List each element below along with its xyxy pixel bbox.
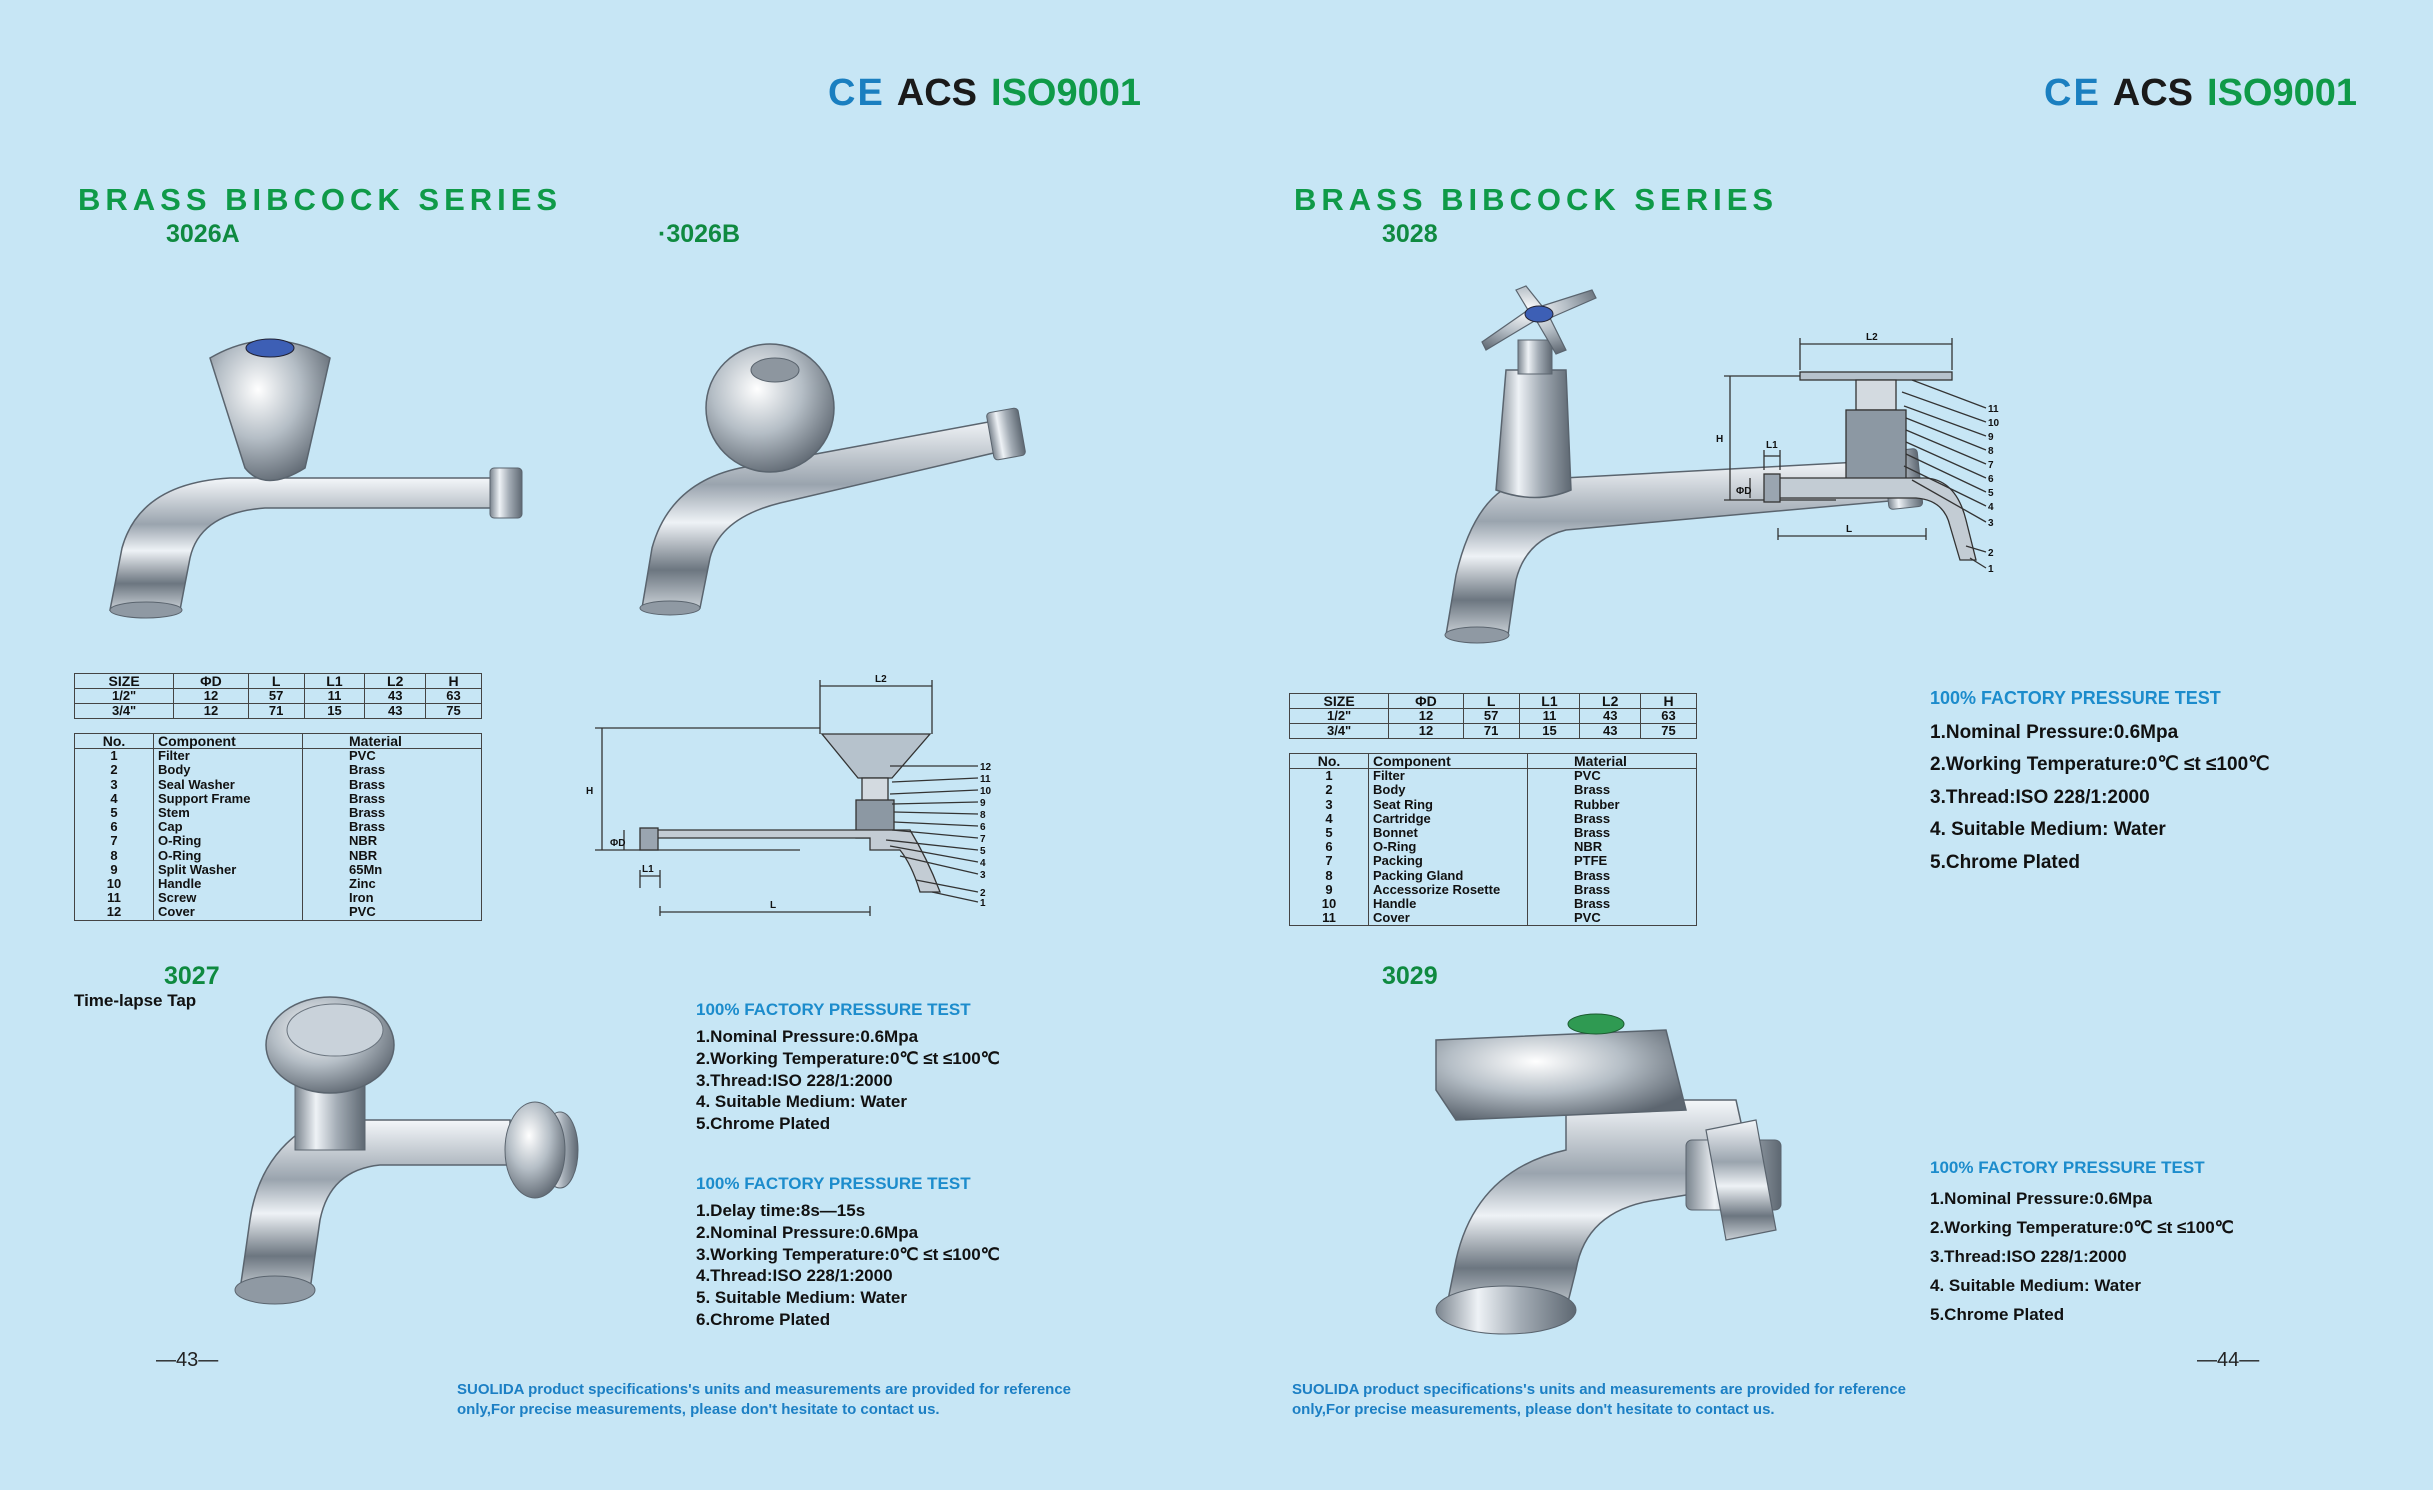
part-number: 8 [980, 810, 986, 821]
table-row [1290, 869, 1697, 883]
table-cell: 5 [1290, 826, 1369, 840]
table-cell: 71 [1463, 724, 1519, 739]
pressure-test-title: 100% FACTORY PRESSURE TEST [1930, 688, 2221, 708]
table-row [75, 778, 482, 792]
table-cell: Brass [349, 776, 386, 792]
dim-d: ΦD [610, 838, 626, 849]
table-row [75, 704, 482, 719]
table-row [1290, 783, 1697, 797]
dim-l: L [1846, 524, 1853, 535]
pressure-test-title: 100% FACTORY PRESSURE TEST [696, 1174, 971, 1193]
table-cell: 9 [75, 863, 154, 877]
component-header: Component [1369, 754, 1528, 769]
table-row [1290, 812, 1697, 826]
table-cell: 9 [1290, 883, 1369, 897]
iso-mark: ISO9001 [2207, 72, 2358, 114]
pressure-test-block-2 [1930, 1158, 2234, 1329]
part-number: 11 [1988, 404, 1999, 415]
table-cell: 75 [1641, 724, 1697, 739]
pressure-test-line: 3.Thread:ISO 228/1:2000 [1930, 1247, 2127, 1266]
part-number: 5 [1988, 488, 1994, 499]
table-cell: 12 [174, 689, 248, 704]
pressure-test-line: 2.Working Temperature:0℃ ≤t ≤100℃ [696, 1048, 1000, 1068]
series-title: BRASS BIBCOCK SERIES [78, 182, 563, 217]
h-header: H [426, 674, 482, 689]
table-cell: Brass [349, 790, 386, 806]
part-number: 4 [1988, 502, 1994, 513]
table-row [1290, 840, 1697, 854]
table-cell: 4 [75, 792, 154, 806]
part-number: 7 [1988, 460, 1994, 471]
table-cell: Brass [349, 819, 386, 835]
component-header: Component [154, 734, 303, 749]
pressure-test-line: 5. Suitable Medium: Water [696, 1288, 907, 1308]
table-cell: Handle [154, 877, 303, 891]
table-cell: Seat Ring [1369, 798, 1528, 812]
table-row [75, 877, 482, 891]
table-cell: 12 [174, 704, 248, 719]
table-row [75, 763, 482, 777]
table-cell: 6 [1290, 840, 1369, 854]
table-row [1290, 769, 1697, 784]
dim-l2: L2 [1866, 332, 1878, 343]
table-row [75, 905, 482, 920]
table-cell: 3/4" [1290, 724, 1389, 739]
faucet-3027-image [210, 990, 600, 1320]
pressure-test-line: 2.Working Temperature:0℃ ≤t ≤100℃ [1930, 1218, 2234, 1237]
table-cell: Accessorize Rosette [1369, 883, 1528, 897]
technical-drawing-3026a [580, 670, 1010, 920]
faucet-3029-image [1416, 1010, 1956, 1340]
pressure-test-line: 1.Nominal Pressure:0.6Mpa [1930, 1189, 2153, 1208]
l2-header: L2 [365, 674, 426, 689]
pressure-test-block-1 [696, 1000, 1000, 1135]
dim-l2: L2 [875, 674, 887, 685]
table-cell: 8 [75, 849, 154, 863]
table-cell: 63 [426, 689, 482, 704]
table-cell: 15 [1519, 724, 1580, 739]
part-number: 9 [1988, 432, 1994, 443]
component-table [1289, 753, 1697, 926]
dim-l1: L1 [642, 864, 654, 875]
part-number: 12 [980, 762, 992, 773]
table-cell: 7 [1290, 854, 1369, 868]
table-cell: O-Ring [1369, 840, 1528, 854]
pressure-test-line: 3.Working Temperature:0℃ ≤t ≤100℃ [696, 1244, 1000, 1264]
size-header: SIZE [1290, 694, 1389, 709]
disclaimer-line: only,For precise measurements, please don't hesitate to contact us. [1292, 1401, 1775, 1418]
table-row [75, 689, 482, 704]
dim-d: ΦD [1736, 486, 1752, 497]
table-cell: 7 [75, 834, 154, 848]
pressure-test-block-2 [696, 1174, 1000, 1331]
table-cell: Cover [1369, 911, 1528, 926]
h-header: H [1641, 694, 1697, 709]
table-cell: Brass [1574, 896, 1611, 912]
right-page [1216, 0, 2432, 1490]
pressure-test-block-1 [1930, 688, 2269, 879]
table-cell: PVC [349, 748, 376, 764]
table-cell: 43 [1580, 709, 1641, 724]
left-page [0, 0, 1216, 1490]
table-cell: 10 [75, 877, 154, 891]
table-row [75, 749, 482, 764]
table-row [1290, 883, 1697, 897]
table-cell: Cap [154, 820, 303, 834]
table-cell: Support Frame [154, 792, 303, 806]
table-cell: Cartridge [1369, 812, 1528, 826]
pressure-test-line: 2.Nominal Pressure:0.6Mpa [696, 1222, 919, 1242]
pressure-test-line: 5.Chrome Plated [696, 1114, 831, 1134]
ce-mark: CE [828, 72, 885, 114]
disclaimer [457, 1380, 1071, 1420]
table-cell: Brass [1574, 825, 1611, 841]
part-number: 2 [1988, 548, 1994, 559]
model-3029-label: 3029 [1382, 962, 1438, 990]
table-cell: PVC [1574, 768, 1601, 784]
table-cell: O-Ring [154, 849, 303, 863]
table-cell: Rubber [1574, 796, 1620, 812]
size-table [1289, 693, 1697, 739]
table-cell: 57 [248, 689, 304, 704]
time-lapse-tap-note: Time-lapse Tap [74, 991, 197, 1010]
table-cell: 4 [1290, 812, 1369, 826]
table-cell: Bonnet [1369, 826, 1528, 840]
pressure-test-line: 2.Working Temperature:0℃ ≤t ≤100℃ [1930, 754, 2270, 776]
table-cell: Packing Gland [1369, 869, 1528, 883]
table-cell: 11 [1519, 709, 1580, 724]
table-cell: Filter [154, 749, 303, 764]
table-row [1290, 854, 1697, 868]
table-cell: Handle [1369, 897, 1528, 911]
pressure-test-line: 3.Thread:ISO 228/1:2000 [1930, 786, 2150, 808]
table-cell: 1/2" [1290, 709, 1389, 724]
part-number: 3 [1988, 518, 1994, 529]
table-cell: 12 [1389, 724, 1463, 739]
table-cell: Iron [349, 890, 374, 906]
part-number: 10 [1988, 418, 2000, 429]
table-cell: 3 [75, 778, 154, 792]
table-cell: 3/4" [75, 704, 174, 719]
table-cell: Brass [349, 762, 386, 778]
model-3028-label: 3028 [1382, 220, 1438, 248]
table-cell: Split Washer [154, 863, 303, 877]
certification-logos [828, 72, 1141, 115]
pressure-test-line: 1.Delay time:8s—15s [696, 1201, 866, 1220]
d-header: ΦD [1389, 694, 1463, 709]
table-cell: 5 [75, 806, 154, 820]
table-cell: 1/2" [75, 689, 174, 704]
material-header: Material [1528, 754, 1697, 769]
l1-header: L1 [304, 674, 365, 689]
part-number: 4 [980, 858, 986, 869]
table-row [1290, 798, 1697, 812]
part-number: 1 [980, 898, 986, 909]
d-header: ΦD [174, 674, 248, 689]
table-cell: Body [154, 763, 303, 777]
component-table [74, 733, 482, 921]
part-number: 3 [980, 870, 986, 881]
faucet-3026a-image [80, 318, 530, 618]
table-cell: Screw [154, 891, 303, 905]
pressure-test-line: 6.Chrome Plated [696, 1309, 831, 1329]
table-cell: 43 [365, 704, 426, 719]
pressure-test-line: 5.Chrome Plated [1930, 1305, 2065, 1324]
l-header: L [1463, 694, 1519, 709]
pressure-test-line: 5.Chrome Plated [1930, 851, 2080, 873]
pressure-test-line: 4. Suitable Medium: Water [1930, 1276, 2141, 1295]
table-cell: 43 [1580, 724, 1641, 739]
acs-mark: ACS [896, 72, 978, 114]
table-cell: 43 [365, 689, 426, 704]
table-cell: 11 [1290, 911, 1369, 926]
pressure-test-title: 100% FACTORY PRESSURE TEST [696, 1000, 971, 1019]
model-3026a-label: 3026A [166, 220, 240, 248]
part-number: 1 [1988, 564, 1994, 575]
dim-h: H [1716, 434, 1724, 445]
table-cell: 1 [75, 749, 154, 764]
table-cell: 57 [1463, 709, 1519, 724]
part-number: 2 [980, 888, 986, 899]
part-number: 5 [980, 846, 986, 857]
faucet-3026b-image [620, 318, 1040, 618]
pressure-test-line: 1.Nominal Pressure:0.6Mpa [1930, 722, 2179, 743]
table-row [1290, 724, 1697, 739]
table-row [75, 834, 482, 848]
part-number: 10 [980, 786, 992, 797]
model-3027-label: 3027 [164, 962, 220, 990]
table-row [1290, 897, 1697, 911]
table-cell: Body [1369, 783, 1528, 797]
table-cell: 15 [304, 704, 365, 719]
table-cell: 8 [1290, 869, 1369, 883]
table-cell: Filter [1369, 769, 1528, 784]
pressure-test-line: 1.Nominal Pressure:0.6Mpa [696, 1027, 919, 1046]
part-number: 11 [980, 774, 991, 785]
table-cell: PVC [1574, 910, 1601, 926]
table-cell: 75 [426, 704, 482, 719]
table-cell: Zinc [349, 876, 376, 892]
table-cell: 2 [1290, 783, 1369, 797]
table-row [75, 863, 482, 877]
table-cell: Brass [1574, 867, 1611, 883]
no-header: No. [75, 734, 154, 749]
table-cell: Brass [1574, 782, 1611, 798]
table-row [75, 806, 482, 820]
size-table [74, 673, 482, 719]
table-cell: NBR [349, 847, 378, 863]
table-row [1290, 826, 1697, 840]
iso-mark: ISO9001 [991, 72, 1142, 114]
disclaimer-line: only,For precise measurements, please don't hesitate to contact us. [457, 1401, 940, 1418]
table-cell: NBR [1574, 839, 1603, 855]
table-cell: 11 [75, 891, 154, 905]
l2-header: L2 [1580, 694, 1641, 709]
disclaimer [1292, 1380, 1906, 1420]
table-cell: Packing [1369, 854, 1528, 868]
dim-l: L [770, 900, 777, 911]
model-3026b-label: ·3026B [658, 220, 740, 248]
l1-header: L1 [1519, 694, 1580, 709]
certification-logos [2044, 72, 2357, 115]
table-row [1290, 911, 1697, 926]
pressure-test-line: 3.Thread:ISO 228/1:2000 [696, 1070, 893, 1090]
table-row [75, 891, 482, 905]
dim-h: H [586, 786, 594, 797]
table-row [75, 792, 482, 806]
table-cell: 1 [1290, 769, 1369, 784]
material-header: Material [303, 734, 482, 749]
disclaimer-line: SUOLIDA product specifications's units and measurements are provided for reference [457, 1381, 1072, 1398]
table-cell: 65Mn [349, 861, 383, 877]
table-cell: Brass [349, 805, 386, 821]
pressure-test-line: 4. Suitable Medium: Water [696, 1092, 907, 1112]
table-cell: NBR [349, 833, 378, 849]
table-cell: Cover [154, 905, 303, 920]
table-row [75, 849, 482, 863]
table-cell: PVC [349, 904, 376, 920]
page-number: —43— [156, 1349, 219, 1371]
page-number: —44— [2197, 1349, 2260, 1371]
table-cell: 2 [75, 763, 154, 777]
table-cell: 6 [75, 820, 154, 834]
no-header: No. [1290, 754, 1369, 769]
pressure-test-line: 4.Thread:ISO 228/1:2000 [696, 1266, 893, 1286]
table-cell: 3 [1290, 798, 1369, 812]
l-header: L [248, 674, 304, 689]
table-row [75, 820, 482, 834]
ce-mark: CE [2044, 72, 2101, 114]
part-number: 7 [980, 834, 986, 845]
size-header: SIZE [75, 674, 174, 689]
pressure-test-title: 100% FACTORY PRESSURE TEST [1930, 1158, 2205, 1177]
table-cell: 12 [75, 905, 154, 920]
part-number: 9 [980, 798, 986, 809]
table-cell: Brass [1574, 810, 1611, 826]
table-cell: 71 [248, 704, 304, 719]
series-title: BRASS BIBCOCK SERIES [1294, 182, 1779, 217]
table-cell: Stem [154, 806, 303, 820]
part-number: 8 [1988, 446, 1994, 457]
table-cell: Brass [1574, 881, 1611, 897]
table-cell: Seal Washer [154, 778, 303, 792]
part-number: 6 [1988, 474, 1994, 485]
table-row [1290, 709, 1697, 724]
table-cell: 63 [1641, 709, 1697, 724]
technical-drawing-3028 [1716, 330, 2276, 600]
disclaimer-line: SUOLIDA product specifications's units and measurements are provided for reference [1292, 1381, 1907, 1398]
dim-l1: L1 [1766, 440, 1778, 451]
pressure-test-line: 4. Suitable Medium: Water [1930, 819, 2166, 841]
table-cell: 12 [1389, 709, 1463, 724]
table-cell: 11 [304, 689, 365, 704]
table-cell: PTFE [1574, 853, 1608, 869]
acs-mark: ACS [2112, 72, 2194, 114]
part-number: 6 [980, 822, 986, 833]
table-cell: O-Ring [154, 834, 303, 848]
table-cell: 10 [1290, 897, 1369, 911]
